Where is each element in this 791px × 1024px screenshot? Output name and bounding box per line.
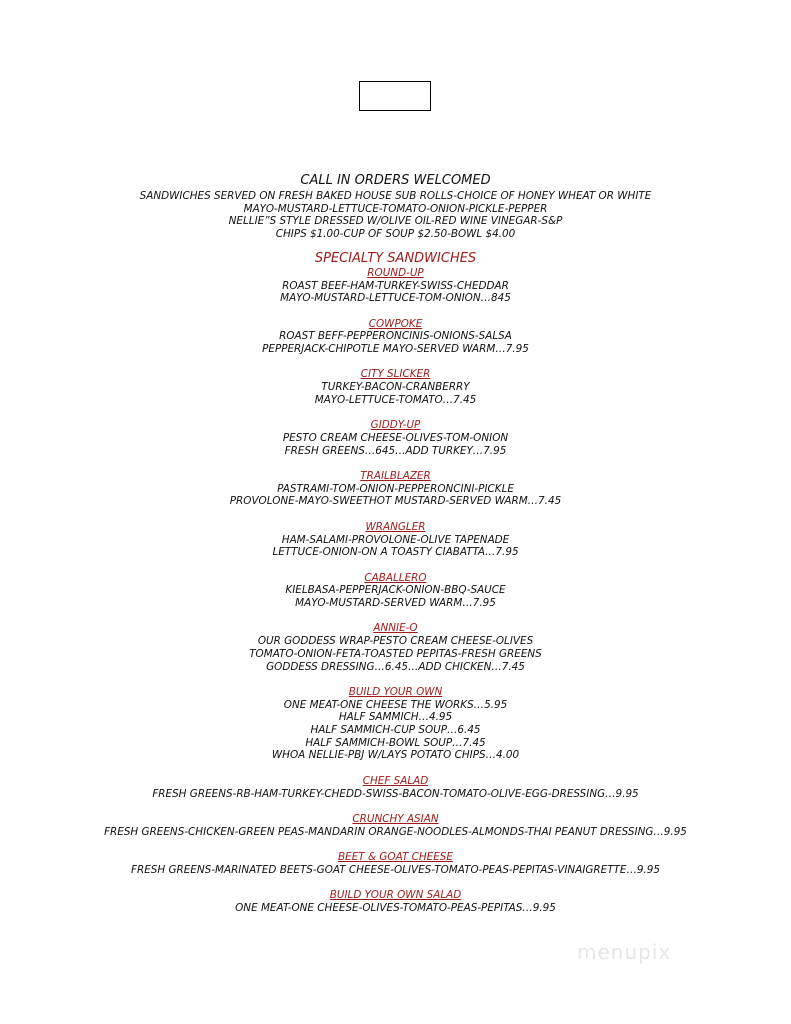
menu-item-description: MAYO-LETTUCE-TOMATO…7.45 bbox=[314, 393, 477, 406]
logo-box bbox=[359, 81, 431, 111]
menu-item-description: PROVOLONE-MAYO-SWEETHOT MUSTARD-SERVED WARM…7.45 bbox=[229, 495, 562, 508]
menu-item bbox=[0, 813, 791, 838]
watermark: menupix bbox=[577, 940, 672, 964]
call-in-title: CALL IN ORDERS WELCOMED bbox=[300, 173, 491, 188]
menu-item bbox=[0, 318, 791, 356]
menu-item bbox=[0, 572, 791, 610]
menu-item-description: MAYO-MUSTARD-SERVED WARM…7.95 bbox=[295, 597, 496, 609]
menu-item-description: KIELBASA-PEPPERJACK-ONION-BBQ-SAUCE bbox=[285, 584, 506, 597]
menu-item-name: TRAILBLAZER bbox=[360, 470, 431, 482]
menu-item-name: CABALLERO bbox=[364, 571, 427, 584]
menu-item bbox=[0, 775, 791, 800]
menu-item-name: GIDDY-UP bbox=[370, 419, 421, 432]
menu-item-description: TURKEY-BACON-CRANBERRY bbox=[321, 381, 470, 394]
menu-item-name: CITY SLICKER bbox=[360, 368, 431, 381]
header-line: NELLIE”S STYLE DRESSED W/OLIVE OIL-RED WINE VINEGAR-S&P bbox=[228, 215, 563, 228]
menu-item-description: HALF SAMMICH…4.95 bbox=[338, 711, 453, 724]
menu-item-name: BUILD YOUR OWN SALAD bbox=[329, 889, 462, 902]
menu-content bbox=[0, 172, 791, 914]
menu-item bbox=[0, 267, 791, 305]
specialty-title: SPECIALTY SANDWICHES bbox=[314, 250, 477, 266]
menu-items bbox=[0, 267, 791, 915]
menu-item bbox=[0, 368, 791, 406]
menu-item-name: WRANGLER bbox=[365, 520, 426, 533]
menu-item bbox=[0, 470, 791, 508]
header-line: SANDWICHES SERVED ON FRESH BAKED HOUSE SUB ROLLS-CHOICE OF HONEY WHEAT OR WHITE bbox=[139, 190, 652, 202]
menu-item-description: FRESH GREENS-MARINATED BEETS-GOAT CHEESE-OLIVES-TOMATO-PEAS-PEPITAS-VINAIGRETTE…9.95 bbox=[131, 863, 660, 876]
menu-item-description: PESTO CREAM CHEESE-OLIVES-TOM-ONION bbox=[282, 431, 509, 444]
menu-item-description: TOMATO-ONION-FETA-TOASTED PEPITAS-FRESH GREENS bbox=[249, 647, 542, 660]
menu-item-name: ANNIE-O bbox=[373, 622, 418, 635]
menu-item-description: ONE MEAT-ONE CHEESE-OLIVES-TOMATO-PEAS-PEPITAS…9.95 bbox=[235, 901, 556, 914]
menu-item bbox=[0, 889, 791, 914]
menu-item-description: LETTUCE-ONION-ON A TOASTY CIABATTA…7.95 bbox=[272, 546, 519, 559]
menu-item-name: BEET & GOAT CHEESE bbox=[338, 850, 453, 863]
menu-item-description: HALF SAMMICH-CUP SOUP…6.45 bbox=[310, 724, 481, 736]
menu-item-name: CRUNCHY ASIAN bbox=[352, 812, 439, 825]
menu-item bbox=[0, 686, 791, 762]
menu-item-description: PEPPERJACK-CHIPOTLE MAYO-SERVED WARM…7.95 bbox=[262, 343, 529, 356]
menu-item bbox=[0, 622, 791, 673]
menu-item-description: HAM-SALAMI-PROVOLONE-OLIVE TAPENADE bbox=[281, 533, 510, 546]
menu-item-name: BUILD YOUR OWN bbox=[348, 685, 443, 698]
menu-item-name: CHEF SALAD bbox=[362, 774, 429, 787]
header-line: CHIPS $1.00-CUP OF SOUP $2.50-BOWL $4.00 bbox=[275, 228, 516, 241]
menu-item-description: ONE MEAT-ONE CHEESE THE WORKS…5.95 bbox=[283, 698, 508, 711]
menu-item-description: FRESH GREENS-RB-HAM-TURKEY-CHEDD-SWISS-BACON-TOMATO-OLIVE-EGG-DRESSING…9.95 bbox=[152, 787, 639, 800]
menu-item-description: MAYO-MUSTARD-LETTUCE-TOM-ONION…845 bbox=[280, 292, 511, 305]
menu-item-description: WHOA NELLIE-PBJ W/LAYS POTATO CHIPS…4.00 bbox=[271, 749, 520, 762]
menu-item-description: GODDESS DRESSING…6.45…ADD CHICKEN…7.45 bbox=[266, 660, 525, 673]
header-line: MAYO-MUSTARD-LETTUCE-TOMATO-ONION-PICKLE-PEPPER bbox=[243, 202, 548, 215]
menu-item-name: ROUND-UP bbox=[367, 266, 424, 279]
menu-item-description: ROAST BEEF-HAM-TURKEY-SWISS-CHEDDAR bbox=[282, 279, 509, 292]
menu-item bbox=[0, 851, 791, 876]
menu-item bbox=[0, 419, 791, 457]
menu-item-description: HALF SAMMICH-BOWL SOUP…7.45 bbox=[305, 736, 486, 749]
menu-item-description: FRESH GREENS…645…ADD TURKEY…7.95 bbox=[284, 444, 507, 457]
menu-item bbox=[0, 521, 791, 559]
menu-item-description: PASTRAMI-TOM-ONION-PEPPERONCINI-PICKLE bbox=[277, 482, 514, 495]
menu-item-description: ROAST BEFF-PEPPERONCINIS-ONIONS-SALSA bbox=[279, 330, 512, 343]
menu-item-description: FRESH GREENS-CHICKEN-GREEN PEAS-MANDARIN ORANGE-NOODLES-ALMONDS-THAI PEANUT DRESSING…9.95 bbox=[104, 825, 687, 838]
menu-item-name: COWPOKE bbox=[368, 317, 423, 330]
menu-item-description: OUR GODDESS WRAP-PESTO CREAM CHEESE-OLIVES bbox=[257, 635, 534, 648]
